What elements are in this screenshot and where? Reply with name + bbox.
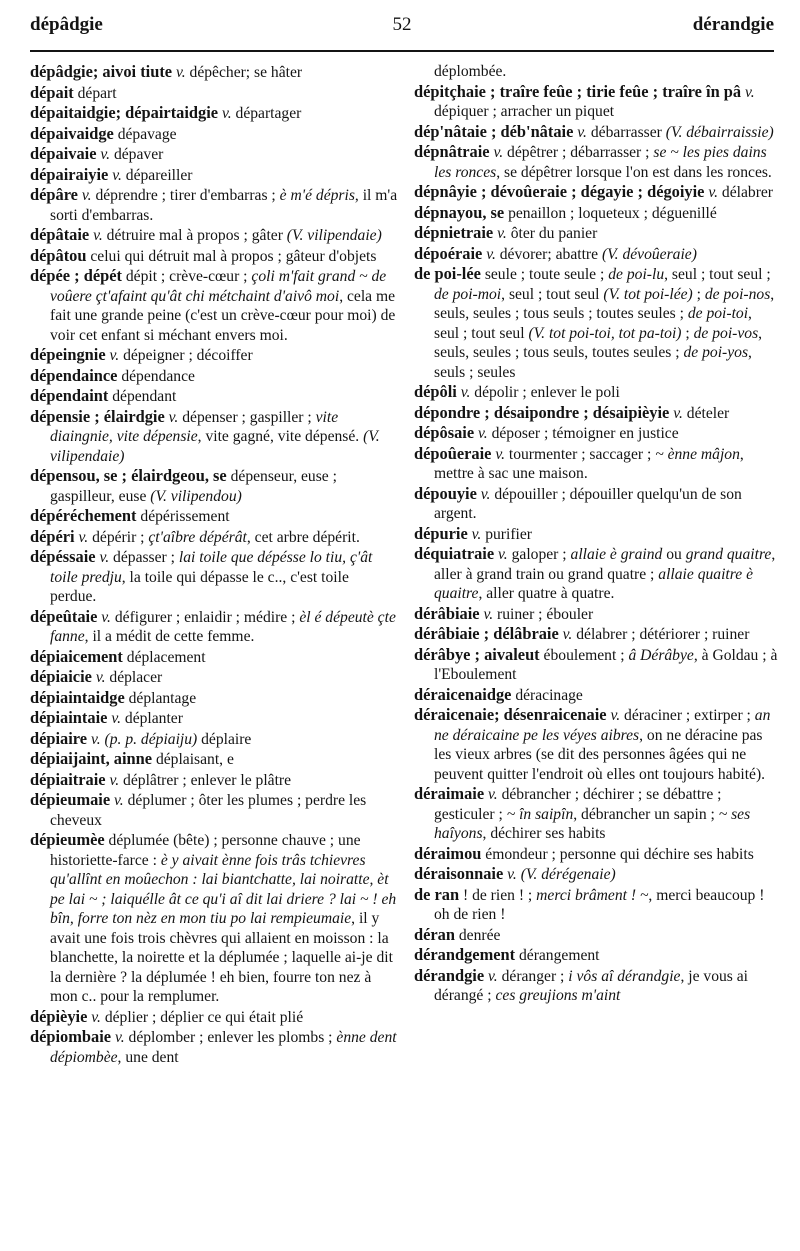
entry-text: dévorer; abattre [495, 245, 602, 263]
entry-text: , il m'a sorti d'embarras. [50, 187, 398, 224]
dictionary-entry [414, 544, 778, 604]
entry-italic-text: v. [488, 967, 498, 985]
entry-headword: déran [414, 924, 455, 944]
entry-text: galoper ; [507, 546, 571, 563]
entry-italic-text: v. (p. p. dépiaiju) [90, 730, 198, 748]
entry-italic-text: i vôs aî dérandgie [568, 967, 681, 985]
entry-text: déranger ; [497, 967, 569, 985]
entry-text: dépêtrer ; débarrasser ; [503, 144, 654, 161]
entry-text: penaillon ; loqueteux ; déguenillé [504, 204, 717, 222]
entry-italic-text: v. [175, 64, 186, 81]
entry-text: , à Goldau ; à l'Eboulement [434, 646, 778, 683]
entry-text: éboulement ; [539, 646, 629, 664]
entry-text: dépouiller ; dépouiller quelqu'un de son argent. [434, 485, 742, 522]
dictionary-entry [30, 165, 398, 186]
entry-italic-text: ~ în saipîn [506, 805, 574, 823]
dictionary-entry [414, 966, 778, 1006]
entry-headword: déraicenaie; désenraicenaie [414, 705, 607, 724]
dictionary-entry [30, 729, 398, 750]
entry-headword: dépurie [414, 523, 468, 543]
entry-italic-text: (V. tot poi-toi, tot pa-toi) [528, 324, 682, 342]
entry-text: , aller à grand train ou grand quatre ; [434, 546, 776, 583]
entry-italic-text: v. [460, 384, 471, 401]
dictionary-entry [414, 382, 778, 403]
entry-text: départ [73, 84, 117, 102]
entry-headword: dépéssaie [30, 547, 96, 566]
entry-text: déplaisant, e [152, 751, 234, 768]
entry-text: celui qui détruit mal à propos ; gâteur d'objets [86, 247, 377, 265]
entry-italic-text: (V. vilipendaie) [286, 227, 382, 244]
entry-text: déplaire [197, 730, 252, 748]
dictionary-entry [30, 1007, 398, 1028]
entry-headword: dépâre [30, 185, 78, 204]
entry-text: , il a médit de cette femme. [84, 628, 255, 645]
entry-headword: dépnâyie ; dévoûeraie ; dégayie ; dégoiyie [414, 182, 705, 201]
dictionary-entry [414, 62, 778, 82]
entry-italic-text: ènne dent dépiombèe [50, 1029, 397, 1066]
entry-text: ôter du panier [506, 225, 598, 242]
entry-italic-text: v. [221, 105, 232, 122]
dictionary-entry [414, 705, 778, 784]
dictionary-entry [30, 386, 398, 407]
dictionary-entry [30, 466, 398, 506]
entry-headword: dépiaintaie [30, 708, 108, 727]
entry-headword: dérandgement [414, 945, 516, 964]
dictionary-entry [414, 423, 778, 444]
entry-text: déplombée. [434, 63, 507, 80]
entry-text: déplumée (bête) ; personne chauve ; une historiette-farce : [50, 832, 361, 869]
entry-text: , cela me fait une grande peine (c'est un crève-cœur pour moi) de voir cet enfant si méchant envers moi. [50, 287, 396, 344]
entry-italic-text: v. [101, 608, 111, 626]
entry-italic-text: v. [488, 786, 498, 803]
entry-headword: dépondre ; désaipondre ; désaipièyie [414, 402, 670, 422]
entry-text: dépérir ; [88, 528, 149, 546]
entry-text: , se dépêtrer lorsque l'on est dans les ronces. [496, 163, 772, 181]
entry-text: , on ne déracine pas les vieux arbres (se dit des personnes âgées qui ne peuvent quitter l'endroit où elles ont toujours habité). [434, 726, 766, 783]
dictionary-entry [30, 345, 398, 366]
entry-headword: dépaitaidgie; dépairtaidgie [30, 103, 219, 122]
entry-headword: dépôsaie [414, 423, 475, 442]
entry-text: dépaver [110, 146, 164, 163]
dictionary-entry [414, 264, 778, 382]
entry-italic-text: vite diaingnie, vite dépensie [50, 408, 339, 445]
dictionary-entry [30, 527, 398, 548]
entry-italic-text: ces greujions m'aint [495, 987, 621, 1004]
entry-headword: de poi-lée [414, 264, 481, 283]
entry-italic-text: v. [708, 184, 719, 201]
entry-text: , la toile qui dépasse le c.., c'est toile perdue. [50, 568, 349, 605]
entry-italic-text: v. [498, 546, 508, 563]
entry-headword: dépiombaie [30, 1027, 112, 1046]
entry-italic-text: de poi-nos [704, 285, 771, 303]
entry-italic-text: ~ ènne mâjon [655, 445, 740, 463]
entry-italic-text: èl é dépeutè çte fanne [50, 608, 396, 645]
entry-text: dépit ; crève-cœur ; [121, 268, 252, 285]
entry-italic-text: v. [168, 408, 179, 426]
entry-italic-text: v. [99, 549, 110, 566]
dictionary-entry [414, 403, 778, 424]
entry-text: dépendant [108, 388, 177, 405]
entry-text: déplantage [124, 689, 197, 707]
dictionary-entry [30, 1027, 398, 1067]
entry-text: , seul ; tout seul ; [664, 266, 771, 283]
entry-headword: déraimou [414, 843, 482, 863]
entry-italic-text: v. [93, 227, 103, 244]
entry-text: , mettre à sac une maison. [434, 445, 744, 482]
dictionary-entry [414, 604, 778, 625]
entry-headword: dépiaitraie [30, 769, 106, 789]
entry-headword: dérâbiaie [414, 603, 480, 623]
dictionary-entry [30, 185, 398, 225]
entry-italic-text: v. (V. dérégenaie) [507, 866, 616, 883]
dictionary-entry [30, 124, 398, 145]
dictionary-entry [30, 790, 398, 830]
entry-headword: dépiaijaint, ainne [30, 749, 153, 768]
entry-text: , déchirer ses habits [482, 825, 606, 842]
entry-italic-text: lai toile que dépésse lo tiu, ç'ât toile predju [50, 549, 373, 586]
dictionary-entry [414, 885, 778, 925]
entry-text: déplomber ; enlever les plombs ; [124, 1029, 337, 1046]
entry-italic-text: v. [91, 1008, 101, 1026]
dictionary-entry [414, 925, 778, 946]
entry-text: , seul ; tout seul [501, 285, 604, 303]
entry-headword: dépâtaie [30, 225, 90, 244]
dictionary-entry [414, 223, 778, 244]
entry-text: détruire mal à propos ; gâter [102, 227, 287, 244]
entry-italic-text: v. [610, 707, 621, 724]
entry-text: délabrer [718, 184, 774, 201]
entry-text: dépeigner ; décoiffer [119, 347, 253, 364]
entry-text: déplanter [121, 710, 183, 727]
entry-headword: dépnayou, se [414, 202, 505, 222]
entry-text: débarrasser [586, 123, 666, 141]
entry-italic-text: v. [495, 445, 505, 463]
dictionary-entry [414, 484, 778, 524]
entry-text: seule ; toute seule ; [480, 266, 609, 283]
dictionary-entry [30, 607, 398, 647]
entry-italic-text: de poi-yos [683, 344, 749, 361]
dictionary-entry [30, 225, 398, 246]
entry-headword: dépendaince [30, 365, 118, 385]
entry-italic-text: allaie quaitre è quaitre [434, 565, 753, 602]
entry-headword: dépnietraie [414, 223, 494, 242]
entry-italic-text: (V. vilipendaie) [50, 428, 380, 465]
entry-text: dépareiller [121, 166, 193, 184]
entry-text: déplacement [122, 648, 206, 666]
entry-italic-text: v. [483, 605, 494, 623]
entry-text: dépenser ; gaspiller ; [178, 408, 316, 426]
entry-headword: dépâtou [30, 245, 87, 265]
entry-headword: dépée ; dépét [30, 266, 122, 285]
dictionary-entry [30, 103, 398, 124]
dictionary-entry [414, 244, 778, 265]
entry-text: purifier [481, 525, 532, 543]
dictionary-entry [414, 645, 778, 685]
entry-italic-text: v. [562, 626, 573, 643]
entry-italic-text: (V. débairraissie) [665, 123, 774, 141]
entry-text: , vite gagné, vite dépensé. [197, 428, 364, 445]
entry-headword: dérâbye ; aivaleut [414, 644, 540, 664]
entry-headword: dépéréchement [30, 506, 137, 525]
entry-text: défigurer ; enlaidir ; médire ; [110, 608, 300, 626]
dictionary-entry [414, 203, 778, 224]
dictionary-entry [30, 667, 398, 688]
entry-italic-text: v. [486, 245, 496, 263]
entry-text: ruiner ; ébouler [493, 605, 594, 623]
entry-headword: dépaivaie [30, 144, 97, 163]
entry-headword: dépâdgie; aivoi tiute [30, 62, 173, 81]
dictionary-entry [414, 784, 778, 844]
entry-text: , il y avait une fois trois chèvres qui allaient en moisson : la blanchette, la noirette et la déplumée ; laquelle ai-je dit la dernière ? la déplumée ! eh bien, fourre ton nez à mon c.. pour la remplumer. [50, 910, 393, 1005]
entry-headword: dépait [30, 82, 74, 102]
entry-italic-text: v. [78, 528, 89, 546]
dictionary-entry [30, 266, 398, 345]
dictionary-entry [414, 945, 778, 966]
entry-italic-text: è m'é dépris [279, 187, 355, 204]
dictionary-entry [414, 524, 778, 545]
entry-text: , seuls, seules ; tous seuls, toutes seules ; [434, 324, 763, 361]
entry-text: , seuls ; seules [434, 344, 752, 381]
entry-text: déposer ; témoigner en justice [487, 425, 679, 442]
dictionary-entry [414, 444, 778, 484]
entry-headword: dépieumèe [30, 830, 105, 849]
dictionary-entry [414, 82, 778, 122]
page-number: 52 [392, 14, 412, 35]
entry-italic-text: (V. vilipendou) [150, 487, 242, 505]
entry-italic-text: (V. tot poi-lée) [603, 285, 693, 303]
entry-italic-text: çoli m'fait grand ~ de voûere çt'afaint qu'ât chi métchaint d'aivô moi [50, 268, 387, 305]
left-column [30, 62, 398, 1067]
right-column [414, 62, 778, 1006]
entry-text: ! de rien ! ; [459, 886, 537, 904]
entry-text: , une dent [117, 1048, 179, 1066]
entry-italic-text: (V. dévoûeraie) [601, 245, 697, 263]
entry-headword: dépoûeraie [414, 443, 492, 463]
entry-text: émondeur ; personne qui déchire ses habits [481, 845, 754, 863]
entry-italic-text: çt'aîbre dépérât [148, 528, 247, 546]
entry-italic-text: allaie è graind [570, 546, 663, 563]
dictionary-entry [414, 122, 778, 143]
entry-headword: dépiaicie [30, 667, 92, 686]
entry-text: , débrancher un sapin ; [573, 805, 719, 823]
entry-text: dépenseur, euse ; gaspilleur, euse [50, 468, 337, 505]
entry-text: dépérissement [136, 508, 230, 525]
entry-headword: déraicenaidge [414, 684, 512, 704]
entry-italic-text: è y aivait ènne fois trâs tchievres qu'allînt en moûechon : lai biantchatte, lai noiratte, èt pe lai ~ ; laiquélle ât ce qu'i aî dit lai driere ? lai ~ ! eh bîn, forre ton nèz en mon tiu po lai rempieumaie [50, 851, 397, 927]
entry-italic-text: v. [673, 404, 683, 422]
entry-italic-text: de poi-lu [608, 266, 665, 283]
entry-text: déplumer ; ôter les plumes ; perdre les cheveux [50, 792, 367, 829]
entry-text: ; [692, 285, 705, 303]
entry-text: , merci beaucoup ! oh de rien ! [434, 886, 765, 923]
entry-italic-text: v. [114, 1029, 125, 1046]
entry-text: déraciner ; extirper ; [620, 707, 755, 724]
dictionary-entry [414, 844, 778, 865]
entry-text: départager [231, 105, 302, 122]
dictionary-entry [30, 688, 398, 709]
entry-headword: dépouyie [414, 483, 477, 503]
entry-headword: dépiaintaidge [30, 687, 125, 707]
entry-headword: dépaivaidge [30, 123, 114, 143]
dictionary-entry [30, 144, 398, 165]
entry-text: ou [662, 546, 686, 563]
dictionary-entry [30, 62, 398, 83]
entry-headword: dépitçhaie ; traîre feûe ; tirie feûe ; traîre în pâ [414, 81, 742, 101]
running-head-left: dépâdgie [30, 14, 103, 35]
entry-headword: dérandgie [414, 965, 485, 985]
entry-headword: dépeûtaie [30, 606, 98, 626]
entry-headword: dépnâtraie [414, 142, 490, 161]
entry-italic-text: v. [95, 669, 106, 686]
entry-italic-text: v. [109, 771, 120, 789]
entry-text: , seuls, seules ; tous seuls ; toutes seules ; [434, 285, 775, 322]
entry-italic-text: v. [111, 710, 121, 727]
dictionary-entry [30, 749, 398, 770]
entry-italic-text: v. [493, 144, 504, 161]
entry-italic-text: merci brâment ! ~ [536, 886, 649, 904]
entry-text: déplâtrer ; enlever le plâtre [119, 771, 292, 789]
entry-text: dépavage [113, 125, 177, 143]
entry-text: dépiquer ; arracher un piquet [434, 103, 615, 120]
entry-italic-text: v. [114, 792, 124, 809]
entry-headword: dépiaicement [30, 646, 123, 666]
entry-text: denrée [454, 926, 501, 944]
entry-italic-text: de poi-vos [693, 324, 759, 342]
entry-text: dépolir ; enlever le poli [470, 384, 620, 401]
entry-text: dépêcher; se hâter [185, 64, 303, 81]
entry-text: dérangement [515, 947, 600, 964]
entry-italic-text: se ~ les pies dains les ronces [434, 144, 767, 181]
entry-text: débrancher ; déchirer ; se débattre ; gesticuler ; [434, 786, 722, 823]
entry-italic-text: v. [497, 225, 507, 242]
entry-italic-text: ~ ses haîyons [434, 805, 751, 842]
dictionary-entry [30, 770, 398, 791]
entry-headword: dépoéraie [414, 243, 483, 263]
entry-text: déplacer [105, 669, 163, 686]
entry-italic-text: de poi-moi [434, 285, 502, 303]
entry-text: dépasser ; [109, 549, 179, 566]
entry-headword: dépeingnie [30, 345, 106, 364]
entry-text: , seul ; tout seul [434, 305, 752, 342]
dictionary-entry [30, 407, 398, 467]
entry-headword: dépôli [414, 382, 457, 401]
dictionary-entry [30, 547, 398, 607]
dictionary-entry [414, 142, 778, 182]
entry-italic-text: v. [478, 425, 488, 442]
dictionary-entry [414, 864, 778, 885]
dictionary-entry [30, 647, 398, 668]
page-header [30, 8, 774, 52]
entry-italic-text: v. [81, 187, 92, 204]
dictionary-entry [414, 182, 778, 203]
entry-italic-text: de poi-toi [687, 305, 749, 322]
dictionary-entry [30, 830, 398, 1007]
entry-headword: dép'nâtaie ; déb'nâtaie [414, 121, 574, 141]
entry-text: dépendance [117, 367, 195, 385]
entry-headword: dépairaiyie [30, 164, 109, 184]
entry-headword: dépiaire [30, 728, 88, 748]
entry-headword: dépéri [30, 526, 75, 546]
dictionary-entry [414, 624, 778, 645]
entry-italic-text: v. [109, 347, 120, 364]
dictionary-entry [30, 246, 398, 267]
entry-text: délabrer ; détériorer ; ruiner [572, 626, 750, 643]
entry-headword: dépièyie [30, 1006, 88, 1026]
entry-headword: déraisonnaie [414, 864, 504, 883]
entry-text: , je vous ai dérangé ; [434, 967, 749, 1004]
entry-italic-text: v. [577, 123, 587, 141]
entry-headword: dérâbiaie ; délâbraie [414, 624, 559, 643]
dictionary-entry [30, 83, 398, 104]
entry-text: déracinage [511, 686, 583, 704]
entry-text: tourmenter ; saccager ; [504, 445, 656, 463]
entry-headword: dépendaint [30, 386, 109, 405]
entry-headword: déraimaie [414, 784, 485, 803]
dictionary-entry [30, 366, 398, 387]
entry-italic-text: â Dérâbye [628, 646, 694, 664]
entry-text: ; [681, 324, 694, 342]
entry-text: , aller quatre à quatre. [478, 585, 615, 602]
entry-headword: déquiatraie [414, 544, 495, 563]
entry-headword: dépensou, se ; élairdgeou, se [30, 466, 227, 485]
entry-italic-text: grand quaitre [685, 546, 772, 563]
entry-headword: dépensie ; élairdgie [30, 406, 165, 426]
entry-italic-text: v. [480, 485, 491, 503]
dictionary-entry [30, 708, 398, 729]
entry-italic-text: v. [112, 166, 122, 184]
entry-italic-text: v. [745, 83, 755, 101]
entry-italic-text: an ne déraicaine pe les véyes aibres [434, 707, 771, 744]
dictionary-entry [30, 506, 398, 527]
entry-text: déprendre ; tirer d'embarras ; [91, 187, 280, 204]
entry-headword: de ran [414, 884, 460, 904]
entry-text: , cet arbre dépérit. [246, 528, 360, 546]
entry-italic-text: v. [100, 146, 111, 163]
running-head-right: dérandgie [692, 14, 774, 35]
dictionary-entry [414, 685, 778, 706]
entry-headword: dépieumaie [30, 790, 111, 809]
entry-text: déplier ; déplier ce qui était plié [100, 1008, 304, 1026]
entry-text: dételer [682, 404, 730, 422]
entry-italic-text: v. [471, 525, 482, 543]
